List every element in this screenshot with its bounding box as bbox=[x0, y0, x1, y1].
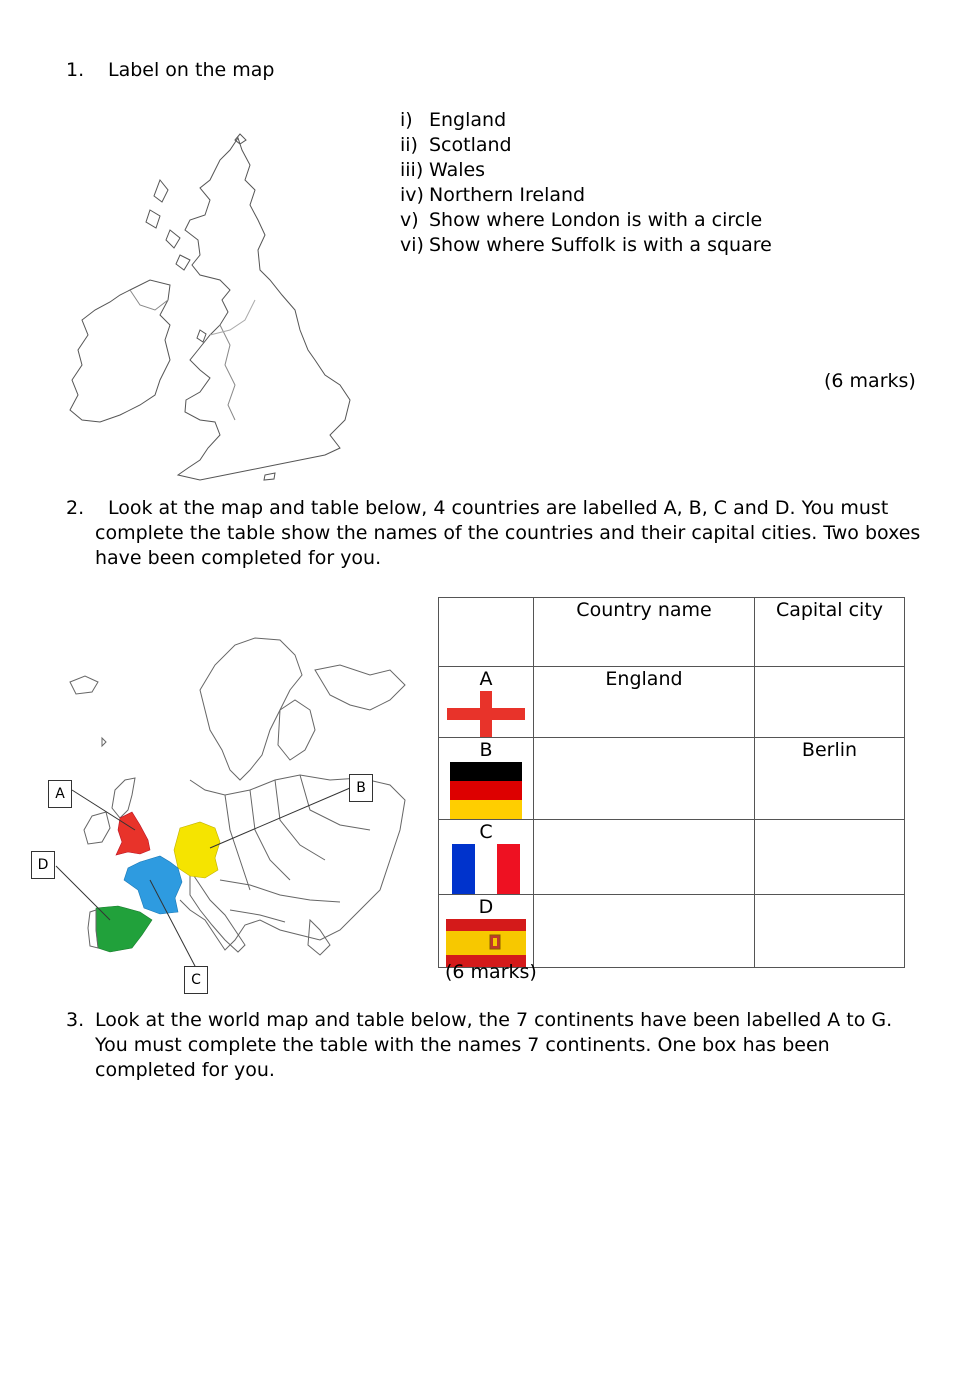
list-item bbox=[400, 133, 772, 158]
table-header-capital bbox=[755, 598, 905, 667]
list-item bbox=[400, 108, 772, 133]
q1-marks: (6 marks) bbox=[824, 370, 916, 392]
q2-number: 2. bbox=[66, 497, 85, 519]
list-text: Northern Ireland bbox=[429, 184, 586, 206]
list-marker: vi) bbox=[400, 234, 424, 256]
list-text: Scotland bbox=[429, 134, 512, 156]
row-b-flag-cell bbox=[439, 738, 534, 820]
row-letter: D bbox=[478, 896, 494, 918]
row-c-capital[interactable] bbox=[755, 820, 905, 895]
map-label-d: D bbox=[31, 851, 55, 879]
table-row bbox=[439, 820, 905, 895]
list-marker: ii) bbox=[400, 134, 418, 156]
q1-number: 1. bbox=[66, 59, 85, 81]
row-c-flag-cell bbox=[439, 820, 534, 895]
header-text: Capital city bbox=[775, 599, 884, 621]
portugal-shape bbox=[88, 910, 98, 948]
row-d-capital[interactable] bbox=[755, 895, 905, 968]
table-header-row bbox=[439, 598, 905, 667]
map-label-a: A bbox=[48, 780, 72, 808]
table-row bbox=[439, 895, 905, 968]
q2-paragraph: Look at the map and table below, 4 countries are labelled A, B, C and D. You must complete the table show the names of the countries and their capital cities. Two boxes have been completed for you. bbox=[95, 497, 921, 569]
row-a-capital[interactable] bbox=[755, 667, 905, 738]
row-b-capital[interactable] bbox=[755, 738, 905, 820]
list-item bbox=[400, 233, 772, 258]
country-value: England bbox=[605, 668, 683, 690]
list-marker: iii) bbox=[400, 159, 424, 181]
england-shape bbox=[116, 812, 150, 855]
q2-text bbox=[54, 496, 945, 571]
country-table bbox=[438, 597, 905, 968]
capital-value: Berlin bbox=[801, 739, 858, 761]
ireland-shape bbox=[84, 812, 110, 844]
row-letter: B bbox=[479, 739, 493, 761]
list-marker: i) bbox=[400, 109, 413, 131]
q1-heading bbox=[66, 58, 274, 83]
q1-title: Label on the map bbox=[108, 59, 275, 81]
row-a-country[interactable] bbox=[534, 667, 755, 738]
list-item bbox=[400, 208, 772, 233]
q3-text bbox=[95, 1008, 905, 1083]
q2-marks: (6 marks) bbox=[445, 961, 537, 983]
england-flag-icon bbox=[447, 691, 525, 737]
table-header-blank bbox=[439, 598, 534, 667]
map-label-c: C bbox=[184, 966, 208, 994]
header-text: Country name bbox=[576, 599, 712, 621]
table-row bbox=[439, 667, 905, 738]
q3-number: 3. bbox=[66, 1009, 85, 1031]
row-a-flag-cell bbox=[439, 667, 534, 738]
germany-shape bbox=[174, 822, 220, 878]
germany-flag-icon bbox=[450, 762, 522, 819]
row-b-country[interactable] bbox=[534, 738, 755, 820]
spain-flag-icon bbox=[446, 919, 526, 967]
list-item bbox=[400, 158, 772, 183]
list-item bbox=[400, 183, 772, 208]
list-marker: v) bbox=[400, 209, 419, 231]
spain-shape bbox=[96, 906, 152, 952]
list-text: Wales bbox=[429, 159, 486, 181]
row-d-flag-cell bbox=[439, 895, 534, 968]
row-letter: A bbox=[479, 668, 493, 690]
list-marker: iv) bbox=[400, 184, 424, 206]
map-label-b: B bbox=[349, 774, 373, 802]
table-header-country bbox=[534, 598, 755, 667]
list-text: England bbox=[429, 109, 507, 131]
row-c-country[interactable] bbox=[534, 820, 755, 895]
list-text: Show where Suffolk is with a square bbox=[429, 234, 772, 256]
france-flag-icon bbox=[452, 844, 520, 894]
uk-outline-map bbox=[60, 130, 360, 490]
row-letter: C bbox=[479, 821, 493, 843]
list-text: Show where London is with a circle bbox=[429, 209, 763, 231]
q3-paragraph: Look at the world map and table below, the 7 continents have been labelled A to G. You must complete the table with the names 7 continents. One box has been completed for you. bbox=[95, 1009, 893, 1081]
q1-list bbox=[400, 108, 772, 258]
row-d-country[interactable] bbox=[534, 895, 755, 968]
table-row bbox=[439, 738, 905, 820]
